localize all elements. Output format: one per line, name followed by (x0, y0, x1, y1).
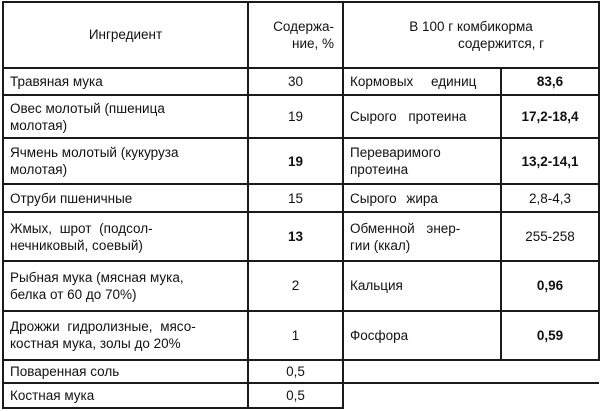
table-row (3, 184, 599, 212)
table-row (3, 68, 599, 96)
ingredient-cell: Травяная мука (3, 68, 248, 96)
value-cell: 255-258 (501, 212, 599, 261)
percent-cell: 1 (248, 311, 343, 360)
percent-cell: 13 (248, 212, 343, 261)
percent-cell: 19 (248, 95, 343, 138)
header-per100-line1: В 100 г комбикорма (409, 18, 533, 34)
nutrient-cell: Сырого протеина (343, 95, 501, 138)
value-cell: 13,2-14,1 (501, 138, 599, 184)
table-row (3, 383, 599, 408)
header-content-line2: ние, % (291, 35, 334, 51)
nutrient-cell: Сырого жира (343, 184, 501, 212)
header-row (3, 2, 599, 68)
percent-cell: 30 (248, 68, 343, 96)
header-per100-line2: содержится, г (457, 35, 545, 51)
ingredient-cell: Ячмень молотый (кукуруза молотая) (3, 138, 248, 184)
table-row (3, 138, 599, 184)
nutrient-cell: Обменной энер- гии (ккал) (343, 212, 501, 261)
header-per-100g (343, 2, 599, 68)
header-content-line1: Содержа- (273, 18, 334, 34)
percent-cell: 19 (248, 138, 343, 184)
ingredient-cell: Рыбная мука (мясная мука, белка от 60 до 70%) (3, 261, 248, 310)
value-cell: 0,59 (501, 311, 599, 360)
empty-cell (343, 360, 599, 384)
percent-cell: 15 (248, 184, 343, 212)
header-ingredient: Ингредиент (3, 2, 248, 68)
empty-cell (343, 383, 599, 408)
percent-cell: 0,5 (248, 383, 343, 408)
table-row (3, 212, 599, 261)
value-cell: 17,2-18,4 (501, 95, 599, 138)
table-row (3, 261, 599, 310)
nutrient-cell: Переваримого протеина (343, 138, 501, 184)
header-content-percent (248, 2, 343, 68)
nutrient-cell: Фосфора (343, 311, 501, 360)
value-cell: 83,6 (501, 68, 599, 96)
table-row (3, 360, 599, 384)
ingredient-cell: Овес молотый (пшеница молотая) (3, 95, 248, 138)
ingredient-cell: Поваренная соль (3, 360, 248, 384)
ingredient-cell: Костная мука (3, 383, 248, 408)
feed-composition-table (2, 1, 600, 409)
nutrient-cell: Кальция (343, 261, 501, 310)
value-cell: 0,96 (501, 261, 599, 310)
percent-cell: 2 (248, 261, 343, 310)
ingredient-cell: Жмых, шрот (подсол- нечниковый, соевый) (3, 212, 248, 261)
ingredient-cell: Дрожжи гидролизные, мясо- костная мука, золы до 20% (3, 311, 248, 360)
ingredient-cell: Отруби пшеничные (3, 184, 248, 212)
percent-cell: 0,5 (248, 360, 343, 384)
table-row (3, 95, 599, 138)
feed-composition-table-wrapper (2, 1, 598, 409)
table-row (3, 311, 599, 360)
nutrient-cell: Кормовых единиц (343, 68, 501, 96)
value-cell: 2,8-4,3 (501, 184, 599, 212)
